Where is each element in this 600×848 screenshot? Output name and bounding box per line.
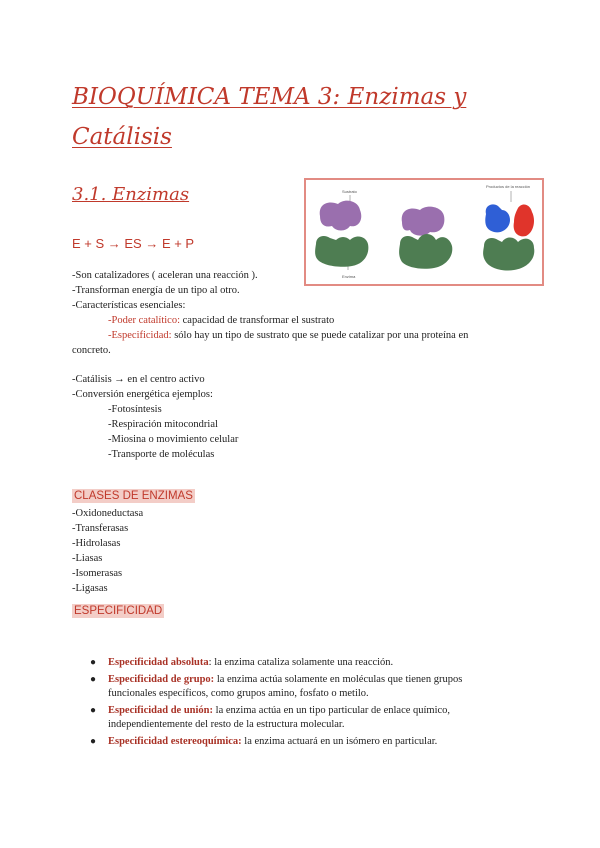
property-line-3: -Características esenciales: [72, 300, 186, 311]
product-red-shape [514, 205, 534, 237]
class-item: -Oxidoneductasa [72, 508, 144, 519]
figure-label-enzyme: Enzima [342, 274, 356, 279]
catalysis-line: -Catálisis → en el centro activo [72, 374, 205, 385]
example-item: -Transporte de moléculas [108, 449, 215, 460]
class-item: -Isomerasas [72, 568, 123, 579]
essential-desc: capacidad de transformar el sustrato [180, 315, 335, 326]
enzyme-shape [315, 236, 368, 267]
specificity-desc: la enzima actúa solamente en moléculas que tienen grupos funcionales específicos, como grupos amino, fosfato o metilo. [108, 674, 463, 699]
essential-item-specificity [108, 328, 468, 343]
example-item: -Fotosíntesis [108, 404, 162, 415]
class-item: -Ligasas [72, 583, 108, 594]
specificity-heading: ESPECIFICIDAD [74, 605, 163, 617]
bullet-icon: ● [90, 674, 97, 685]
property-line-1: -Son catalizadores ( aceleran una reacción ). [72, 270, 258, 281]
conversion-line: -Conversión energética ejemplos: [72, 389, 213, 400]
complex-enzyme-shape [399, 234, 452, 269]
reaction-equation: E + S → ES → E + P [72, 236, 195, 251]
page-title-line-1: BIOQUÍMICA TEMA 3: Enzimas y [72, 84, 467, 110]
figure-label-substrate: Sustrato [342, 189, 357, 194]
example-item: -Miosina o movimiento celular [108, 434, 239, 445]
substrate-shape [320, 201, 362, 231]
page-title-line-2: Catálisis [72, 124, 172, 150]
essential-term: -Especificidad: [108, 330, 172, 341]
list-item [90, 673, 510, 701]
specificity-desc: : la enzima cataliza solamente una reacción. [208, 657, 394, 668]
list-item [90, 656, 510, 670]
list-item [90, 735, 510, 749]
property-line-2: -Transforman energía de un tipo al otro. [72, 285, 240, 296]
classes-heading: CLASES DE ENZIMAS [74, 490, 193, 502]
figure-label-products: Productos de la reacción [486, 184, 531, 189]
specificity-term: Especificidad de grupo: [108, 674, 215, 685]
specificity-desc: la enzima actúa en un tipo particular de enlace químico, independientemente del resto de la estructura molecular. [108, 705, 451, 730]
class-item: -Hidrolasas [72, 538, 121, 549]
specificity-list [90, 656, 510, 752]
class-item: -Transferasas [72, 523, 129, 534]
enzyme-substrate-figure [304, 178, 544, 286]
bullet-icon: ● [90, 736, 97, 747]
specificity-term: Especificidad absoluta [108, 657, 209, 668]
released-enzyme-shape [483, 238, 534, 271]
bullet-icon: ● [90, 705, 97, 716]
example-item: -Respiración mitocondrial [108, 419, 218, 430]
complex-substrate-shape [402, 207, 445, 236]
bullet-icon: ● [90, 657, 97, 668]
enzyme-diagram [306, 180, 542, 284]
list-item [90, 704, 510, 732]
specificity-term: Especificidad de unión: [108, 705, 214, 716]
specificity-term: Especificidad estereoquímica: [108, 736, 242, 747]
essential-item-catalytic [108, 313, 334, 328]
essential-desc: sólo hay un tipo de sustrato que se puede catalizar por una proteína en [171, 330, 469, 341]
essential-continuation: concreto. [72, 345, 111, 356]
section-title: 3.1. Enzimas [72, 184, 190, 205]
class-item: -Liasas [72, 553, 103, 564]
essential-term: -Poder catalítico: [108, 315, 181, 326]
specificity-desc: la enzima actuará en un isómero en particular. [241, 736, 438, 747]
product-blue-shape [485, 204, 510, 232]
